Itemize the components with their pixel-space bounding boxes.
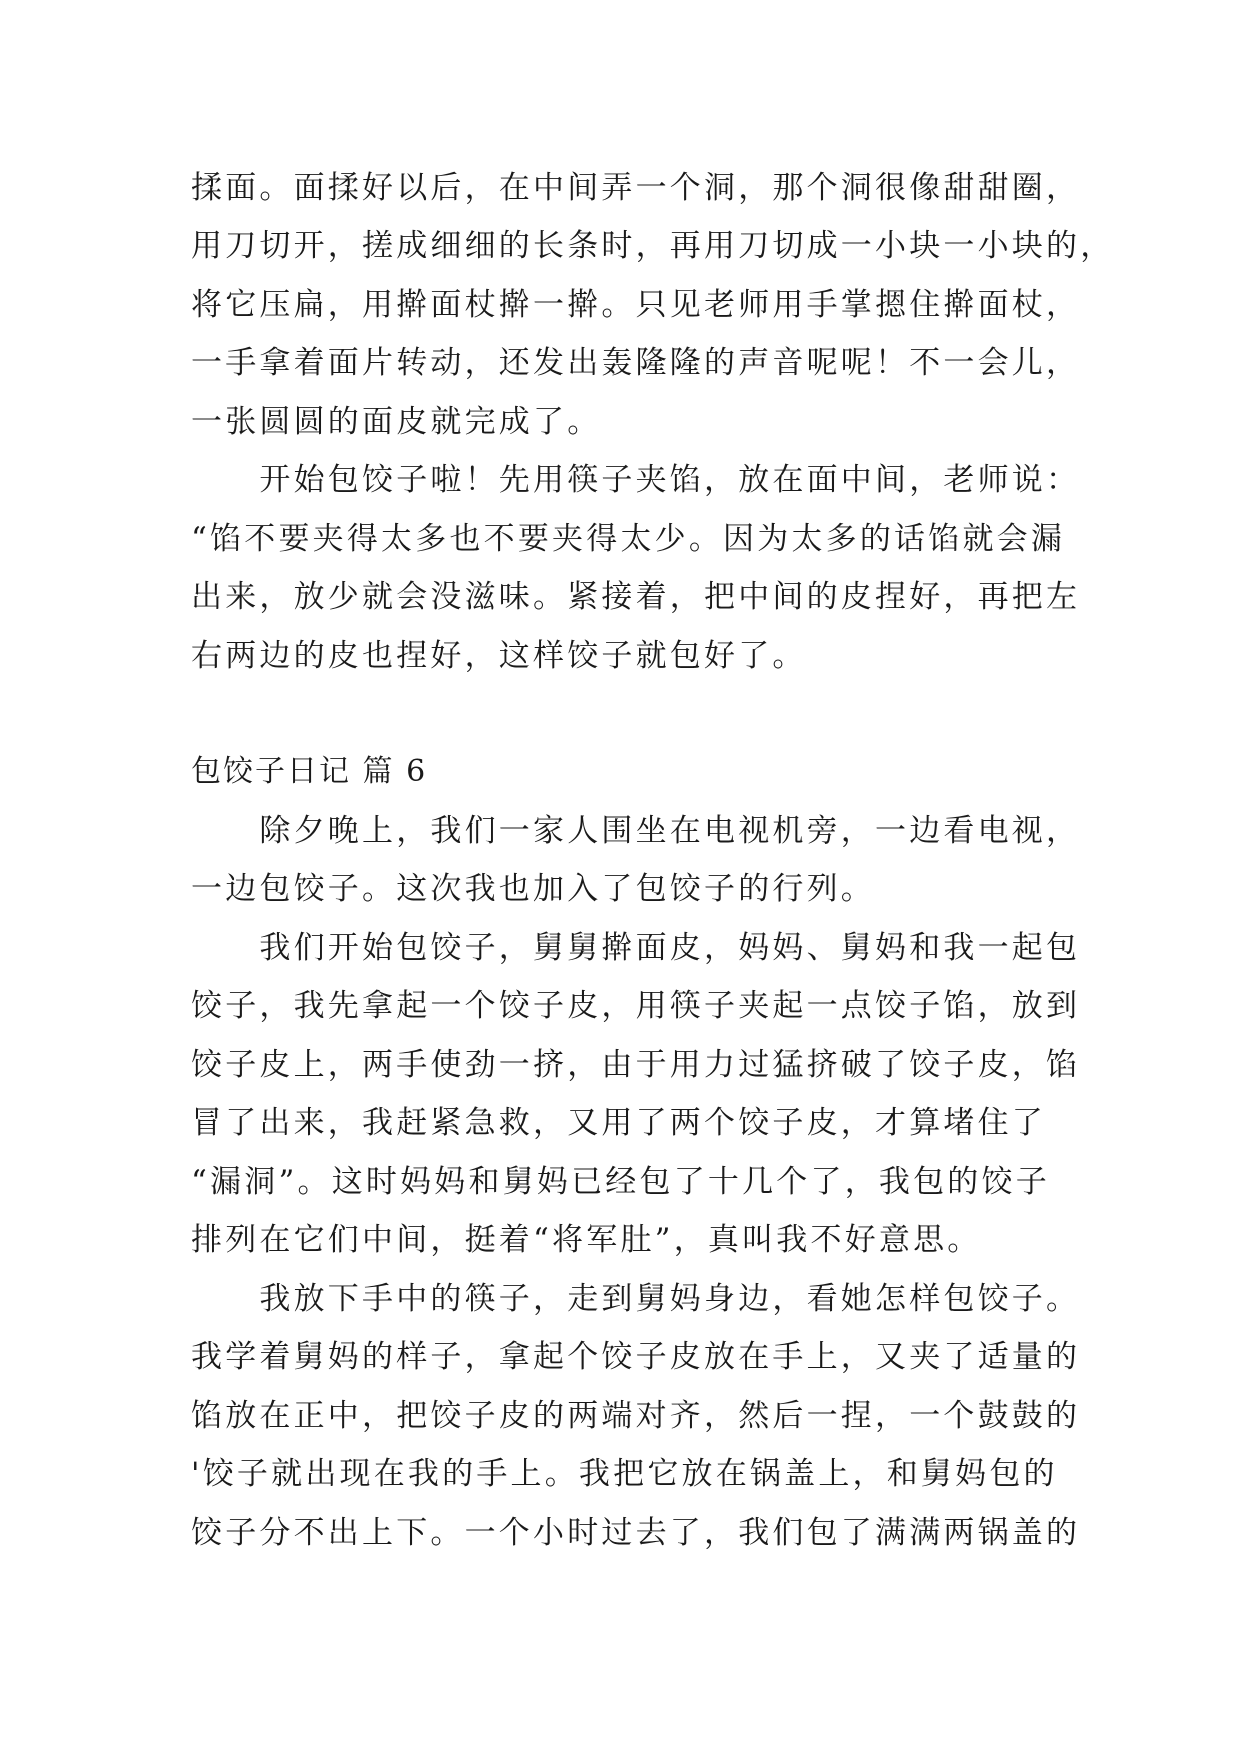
paragraph-line: 将它压扁，用擀面杖擀一擀。只见老师用手掌摁住擀面杖，	[191, 287, 1081, 323]
paragraph-line: “馅不要夹得太多也不要夹得太少。因为太多的话馅就会漏	[191, 521, 1066, 557]
paragraph-line: 揉面。面揉好以后，在中间弄一个洞，那个洞很像甜甜圈，	[191, 170, 1081, 206]
paragraph-line: “漏洞”。这时妈妈和舅妈已经包了十几个了，我包的饺子	[191, 1164, 1050, 1200]
paragraph-line: 右两边的皮也捏好，这样饺子就包好了。	[191, 638, 807, 674]
paragraph-line: 馅放在正中，把饺子皮的两端对齐，然后一捏，一个鼓鼓的	[191, 1398, 1081, 1434]
paragraph-line: 一手拿着面片转动，还发出轰隆隆的声音呢呢！不一会儿，	[191, 345, 1081, 381]
paragraph-line: 我们开始包饺子，舅舅擀面皮，妈妈、舅妈和我一起包	[191, 930, 1081, 966]
paragraph-line: 一边包饺子。这次我也加入了包饺子的行列。	[191, 871, 875, 907]
paragraph-line: 用刀切开，搓成细细的长条时，再用刀切成一小块一小块的，	[191, 228, 1115, 264]
paragraph-line: 饺子皮上，两手使劲一挤，由于用力过猛挤破了饺子皮，馅	[191, 1047, 1081, 1083]
paragraph-line: 我学着舅妈的样子，拿起个饺子皮放在手上，又夹了适量的	[191, 1339, 1081, 1375]
paragraph-line: 冒了出来，我赶紧急救，又用了两个饺子皮，才算堵住了	[191, 1105, 1046, 1141]
paragraph-line: 除夕晚上，我们一家人围坐在电视机旁，一边看电视，	[191, 813, 1081, 849]
paragraph-line: 饺子，我先拿起一个饺子皮，用筷子夹起一点饺子馅，放到	[191, 988, 1081, 1024]
paragraph-line: 开始包饺子啦！先用筷子夹馅，放在面中间，老师说：	[191, 462, 1081, 498]
paragraph-line: 我放下手中的筷子，走到舅妈身边，看她怎样包饺子。	[191, 1281, 1081, 1317]
paragraph-line: 饺子分不出上下。一个小时过去了，我们包了满满两锅盖的	[191, 1515, 1081, 1551]
paragraph-line: '饺子就出现在我的手上。我把它放在锅盖上，和舅妈包的	[191, 1456, 1058, 1492]
paragraph-line: 排列在它们中间，挺着“将军肚”，真叫我不好意思。	[191, 1222, 982, 1258]
paragraph-line: 出来，放少就会没滋味。紧接着，把中间的皮捏好，再把左	[191, 579, 1081, 615]
paragraph-line: 一张圆圆的面皮就完成了。	[191, 404, 602, 440]
section-heading: 包饺子日记 篇 6	[191, 754, 428, 789]
